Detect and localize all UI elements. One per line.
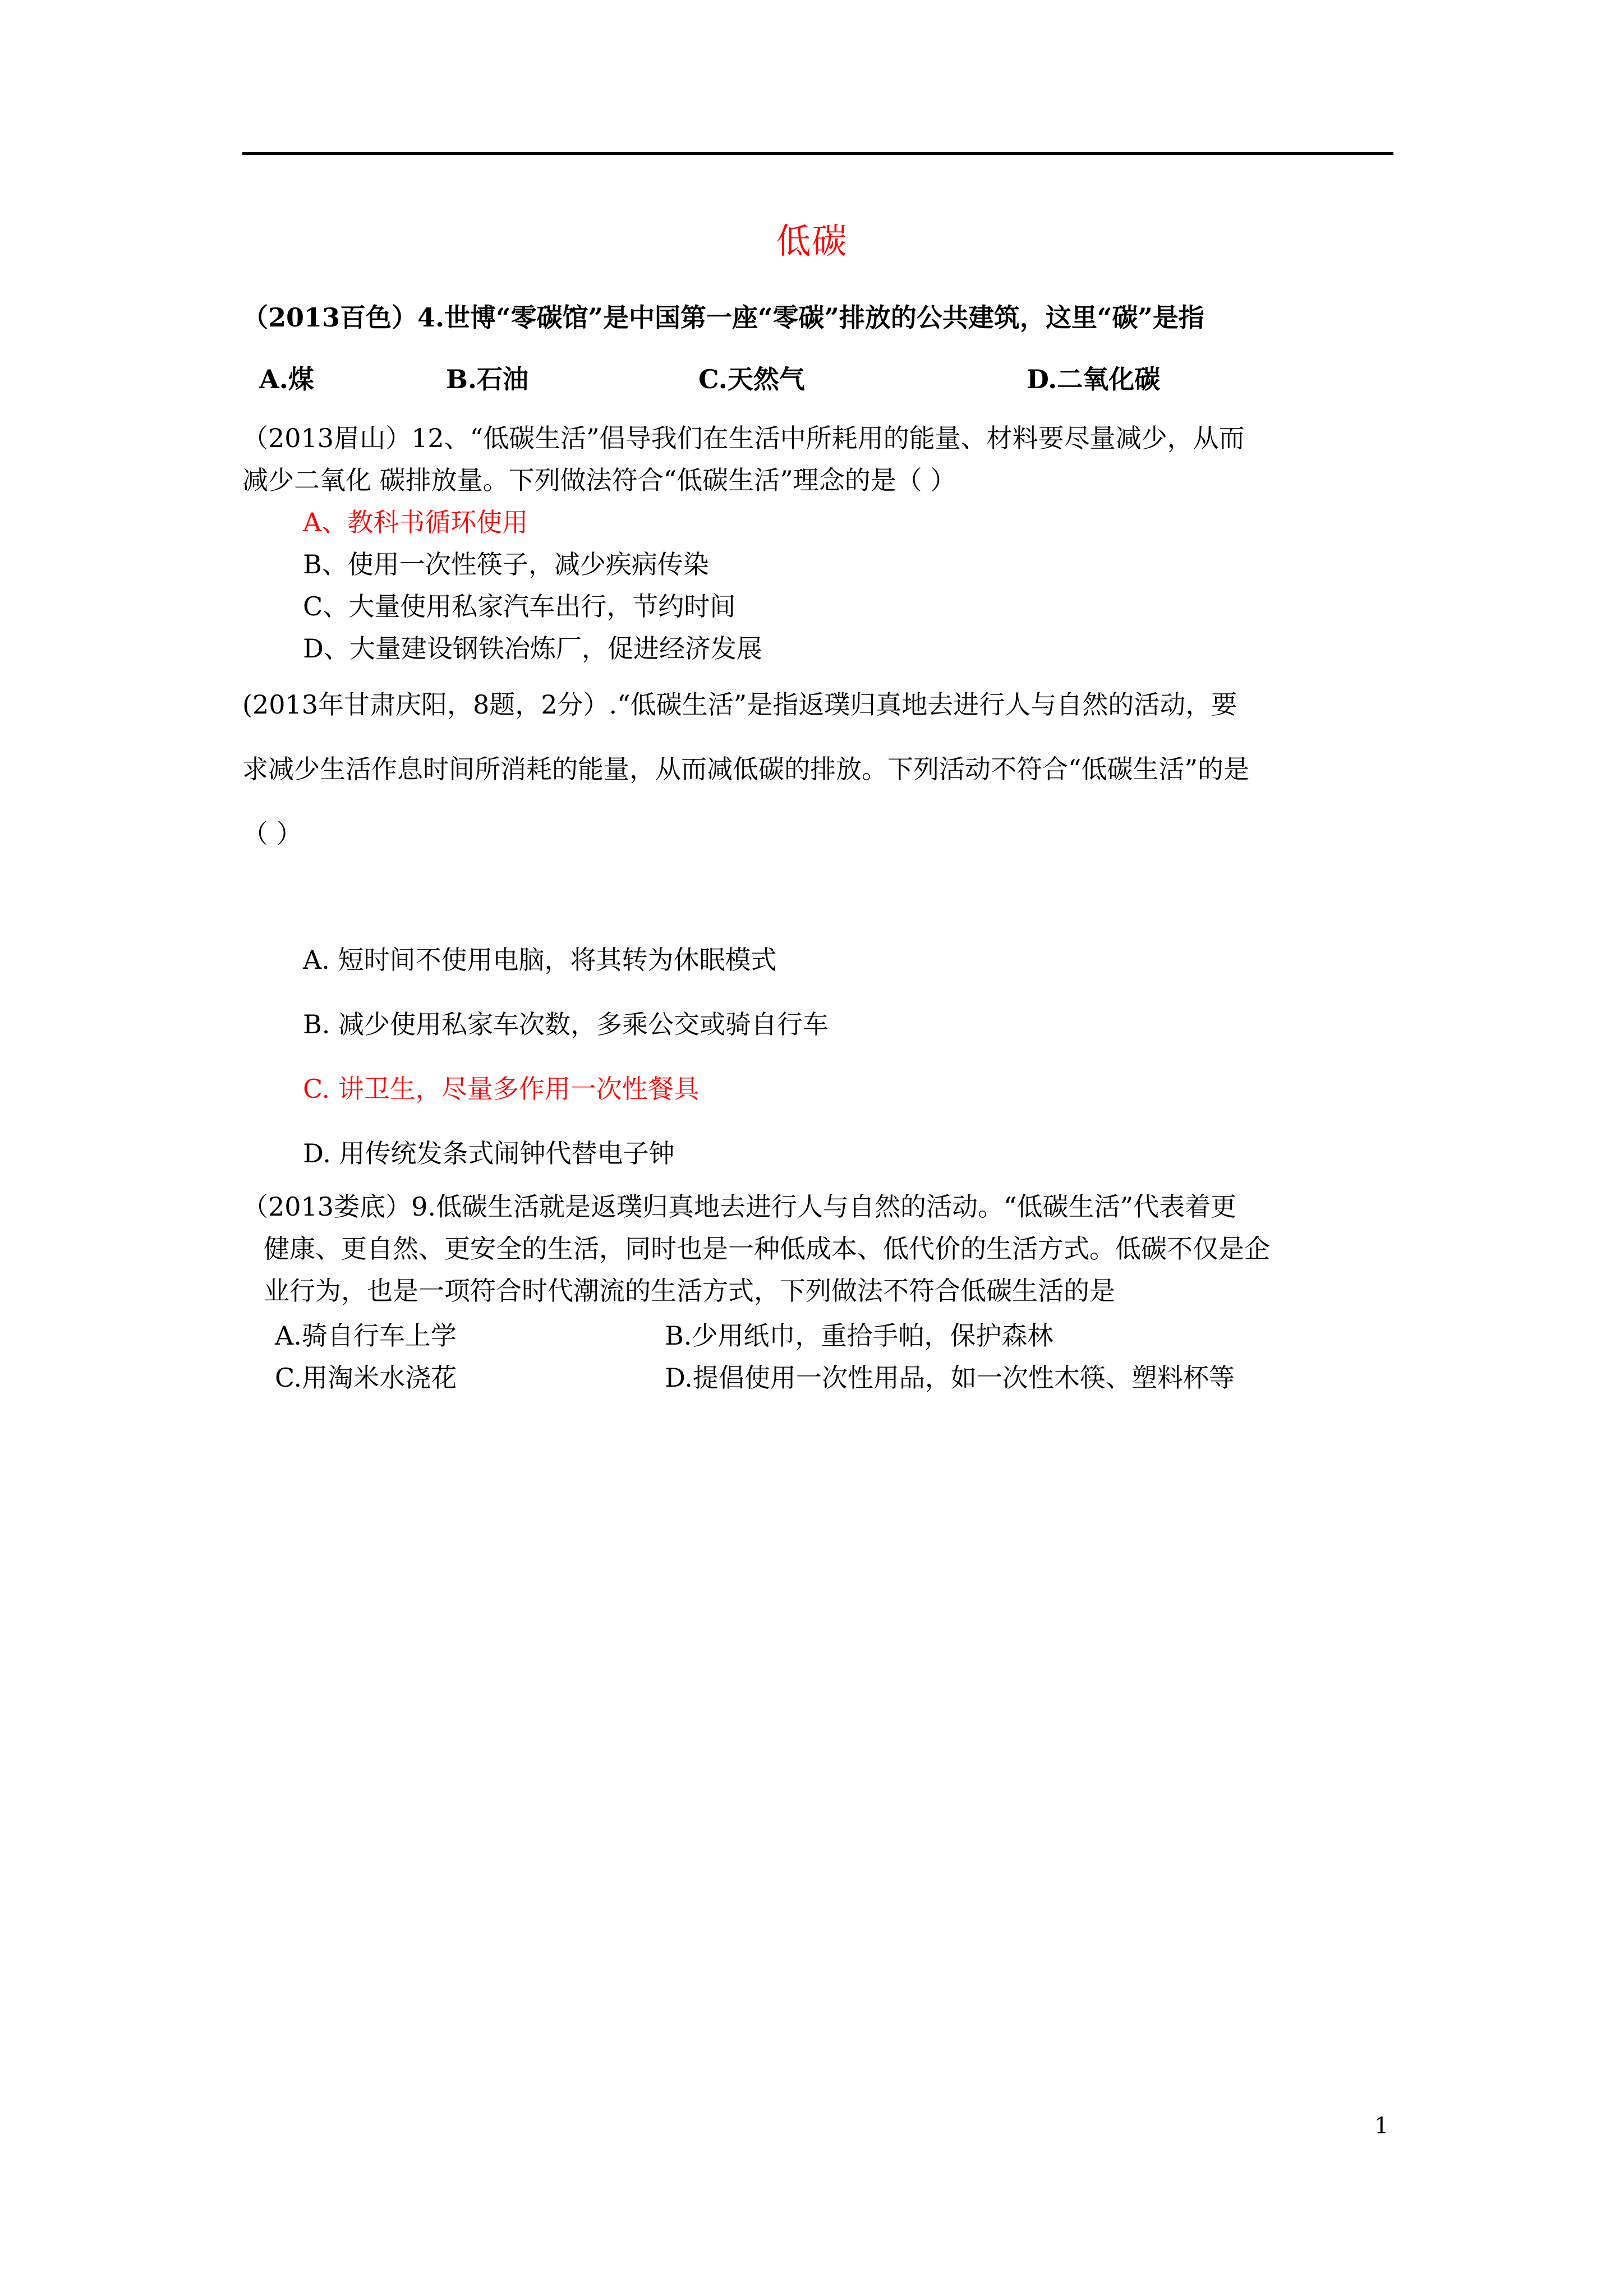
q1-option-b: B.石油 bbox=[446, 364, 528, 394]
q3-option-a: A. 短时间不使用电脑，将其转为休眠模式 bbox=[303, 945, 777, 975]
q1-stem: （2013百色）4.世博“零碳馆”是中国第一座“零碳”排放的公共建筑，这里“碳”是指 bbox=[242, 302, 1204, 333]
page-number: 1 bbox=[1374, 2113, 1389, 2139]
q4-option-a: A.骑自行车上学 bbox=[275, 1320, 457, 1351]
q4-stem-line-1: （2013娄底）9.低碳生活就是返璞归真地去进行人与自然的活动。“低碳生活”代表着更 bbox=[242, 1191, 1236, 1222]
q4-stem-line-3: 业行为，也是一项符合时代潮流的生活方式，下列做法不符合低碳生活的是 bbox=[264, 1276, 1115, 1306]
q4-option-d: D.提倡使用一次性用品，如一次性木筷、塑料杯等 bbox=[665, 1363, 1235, 1393]
q2-stem-line-2: 减少二氧化 碳排放量。下列做法符合“低碳生活”理念的是（ ） bbox=[242, 465, 956, 495]
q4-option-c: C.用淘米水浇花 bbox=[275, 1363, 457, 1393]
q3-stem-line-2: 求减少生活作息时间所消耗的能量，从而减低碳的排放。下列活动不符合“低碳生活”的是 bbox=[242, 754, 1250, 784]
document-title: 低碳 bbox=[776, 220, 848, 261]
q1-option-d: D.二氧化碳 bbox=[1027, 364, 1161, 394]
q2-stem-line-1: （2013眉山）12、“低碳生活”倡导我们在生活中所耗用的能量、材料要尽量减少，从而 bbox=[242, 423, 1245, 453]
q3-option-d: D. 用传统发条式闹钟代替电子钟 bbox=[303, 1138, 675, 1168]
header-rule bbox=[242, 152, 1393, 155]
q3-stem-line-3: （ ） bbox=[242, 818, 302, 849]
q2-option-c: C、大量使用私家汽车出行，节约时间 bbox=[303, 591, 736, 622]
q2-option-b: B、使用一次性筷子，减少疾病传染 bbox=[303, 549, 709, 579]
q2-option-a: A、教科书循环使用 bbox=[303, 507, 528, 537]
q3-stem-line-1: (2013年甘肃庆阳，8题，2分）.“低碳生活”是指返璞归真地去进行人与自然的活动，要 bbox=[242, 689, 1237, 720]
q3-option-c: C. 讲卫生，尽量多作用一次性餐具 bbox=[303, 1074, 700, 1104]
q4-stem-line-2: 健康、更自然、更安全的生活，同时也是一种低成本、低代价的生活方式。低碳不仅是企 bbox=[264, 1234, 1270, 1264]
q4-option-b: B.少用纸巾，重拾手帕，保护森林 bbox=[665, 1320, 1053, 1351]
q2-option-d: D、大量建设钢铁冶炼厂，促进经济发展 bbox=[303, 633, 762, 664]
q3-option-b: B. 减少使用私家车次数，多乘公交或骑自行车 bbox=[303, 1009, 829, 1039]
q1-option-a: A.煤 bbox=[259, 364, 314, 394]
q1-option-c: C.天然气 bbox=[698, 364, 805, 394]
